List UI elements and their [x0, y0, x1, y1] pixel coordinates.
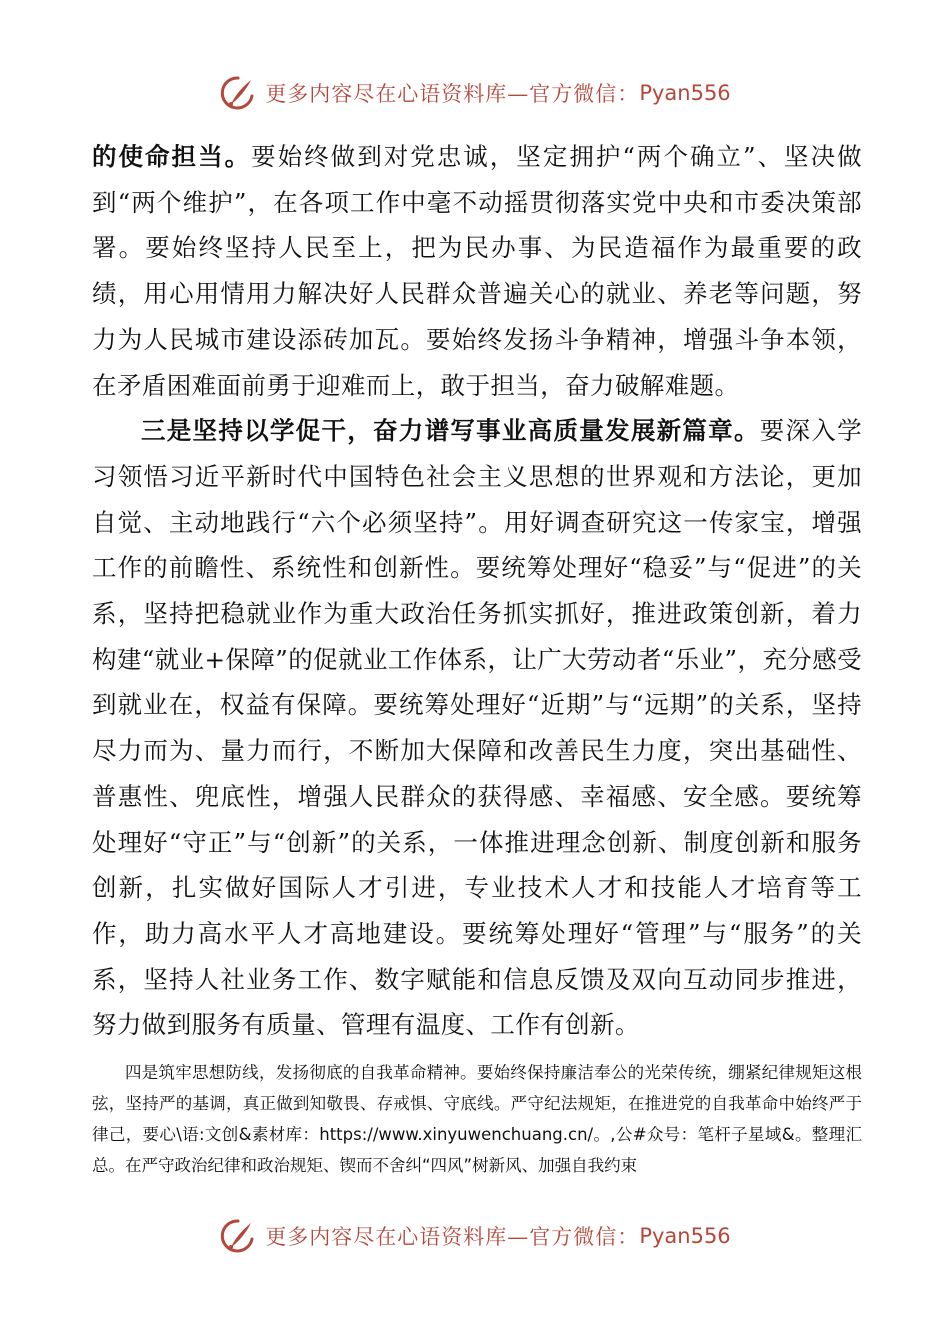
footer-wechat-id: Pyan556: [639, 1224, 731, 1248]
small-paragraph-block: [92, 1057, 862, 1181]
header-banner: [0, 71, 950, 115]
banner-text: 更多内容尽在心语资料库—官方微信：: [265, 82, 640, 106]
paragraph-1-text: 要始终做到对党忠诚，坚定拥护“两个确立”、坚决做到“两个维护”，在各项工作中毫不动摇贯彻落实党中央和市委决策部署。要始终坚持人民至上，把为民办事、为民造福作为最重要的政绩，用心用情用力解决好人民群众普遍关心的就业、养老等问题，努力为人民城市建设添砖加瓦。要始终发扬斗争精神，增强斗争本领，在矛盾困难面前勇于迎难而上，敢于担当，奋力破解难题。: [92, 142, 862, 400]
paragraph-2: [92, 408, 862, 1048]
quill-pen-circle-icon: [219, 74, 257, 112]
banner-wechat-id: Pyan556: [639, 81, 731, 105]
footer-banner: [0, 1214, 950, 1258]
paragraph-1: [92, 134, 862, 408]
paragraph-2-text: 要深入学习领悟习近平新时代中国特色社会主义思想的世界观和方法论，更加自觉、主动地践行“六个必须坚持”。用好调查研究这一传家宝，增强工作的前瞻性、系统性和创新性。要统筹处理好“稳妥”与“促进”的关系，坚持把稳就业作为重大政治任务抓实抓好，推进政策创新，着力构建“就业+保障”的促就业工作体系，让广大劳动者“乐业”，充分感受到就业在，权益有保障。要统筹处理好“近期”与“远期”的关系，坚持尽力而为、量力而行，不断加大保障和改善民生力度，突出基础性、普惠性、兜底性，增强人民群众的获得感、幸福感、安全感。要统筹处理好“守正”与“创新”的关系，一体推进理念创新、制度创新和服务创新，扎实做好国际人才引进，专业技术人才和技能人才培育等工作，助力高水平人才高地建设。要统筹处理好“管理”与“服务”的关系，坚持人社业务工作、数字赋能和信息反馈及双向互动同步推进，努力做到服务有质量、管理有温度、工作有创新。: [92, 416, 862, 1040]
document-body: [92, 134, 862, 1048]
small-paragraph: 四是筑牢思想防线，发扬彻底的自我革命精神。要始终保持廉洁奉公的光荣传统，绷紧纪律规矩这根弦，坚持严的基调，真正做到知敬畏、存戒惧、守底线。严守纪法规矩，在推进党的自我革命中始终严于律己，要心\语:文创&素材库：https://www.xinyuwenchuang.cn/。,公#众号：笔杆子星域&。整理汇总。在严守政治纪律和政治规矩、锲而不舍纠“四风”树新风、加强自我约束: [92, 1063, 862, 1175]
paragraph-2-bold: 三是坚持以学促干，奋力谱写事业高质量发展新篇章。: [141, 416, 760, 446]
quill-pen-circle-icon: [219, 1217, 257, 1255]
footer-banner-text: 更多内容尽在心语资料库—官方微信：: [265, 1225, 640, 1249]
paragraph-1-bold: 的使命担当。: [92, 142, 252, 171]
